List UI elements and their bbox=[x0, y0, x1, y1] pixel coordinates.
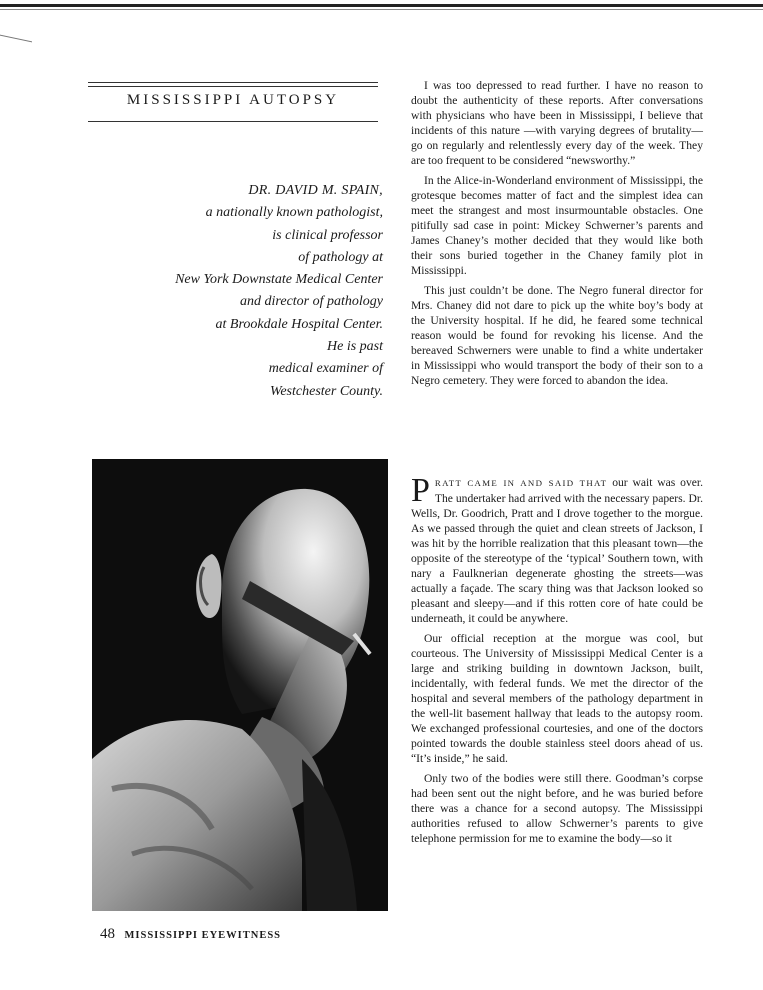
section-opening-paragraph bbox=[411, 472, 704, 626]
page-footer bbox=[100, 926, 281, 943]
bio-line: and director of pathology bbox=[240, 294, 383, 310]
bio-line: at Brookdale Hospital Center. bbox=[215, 316, 383, 332]
body-column-right bbox=[411, 472, 704, 851]
author-name: DR. DAVID M. SPAIN, bbox=[248, 183, 383, 198]
title-inner-rule bbox=[88, 86, 378, 87]
bio-line: of pathology at bbox=[298, 249, 383, 265]
bio-line: He is past bbox=[327, 339, 383, 355]
paragraph: In the Alice-in-Wonderland environment of Mississippi, the grotesque becomes matter of fact and the simplest idea can meet the strangest and most insurmountable obstacles. One pitifully sad case in point: Mickey Schwerner’s parents and James Chaney’s mother decided that they would like both their sons buried together in the Chaney family plot in Mississippi. bbox=[411, 174, 703, 277]
page-top-rule bbox=[0, 4, 763, 7]
title-box bbox=[88, 82, 378, 122]
paragraph-text: our wait was over. The undertaker had arrived with the necessary papers. Dr. Wells, Dr. Goodrich, Pratt and I drove together to the morgue. As we passed through the quiet and clean streets of Jackson, I was hit by the horrible realization that this pleasant town—the opposite of the stereotype of the ‘typical’ Southern town, with nary a Faulknerian degenerate ghosting the streets—was actually a façade. The scary thing was that Jackson looked so pleasant and sleepy—and if this rotten core of hate could be underneath, it could be anywhere. bbox=[411, 476, 704, 625]
page-top-thin-rule bbox=[0, 9, 763, 10]
small-caps-lead: RATT CAME IN AND SAID THAT bbox=[434, 478, 608, 488]
portrait-illustration bbox=[92, 459, 388, 911]
author-bio bbox=[96, 180, 383, 403]
body-column-left bbox=[411, 78, 703, 393]
paragraph: Only two of the bodies were still there. Goodman’s corpse had been sent out the night before, and he was buried before there was a chance for a second autopsy. The Mississippi authorities refused to allow Schwerner’s parents to give telephone permission for me to examine the body—so it bbox=[411, 772, 703, 845]
bio-line: medical examiner of bbox=[268, 361, 383, 377]
author-portrait-photo bbox=[92, 459, 388, 911]
page-number: 48 bbox=[100, 926, 115, 942]
article-title: MISSISSIPPI AUTOPSY bbox=[126, 92, 340, 108]
scan-mark bbox=[0, 35, 32, 55]
magazine-name: MISSISSIPPI EYEWITNESS bbox=[124, 930, 282, 941]
paragraph: This just couldn’t be done. The Negro funeral director for Mrs. Chaney did not dare to pick up the white boy’s body at the University hospital. If he did, he feared some technical reason would be found for revoking his license. And the bereaved Schwerners were unable to find a white undertaker in Mississippi who would transport the body of their son to a Negro cemetery. They were forced to abandon the idea. bbox=[411, 284, 703, 387]
drop-cap: P bbox=[411, 472, 430, 509]
paragraph: Our official reception at the morgue was cool, but courteous. The University of Mississippi Medical Center is a large and striking building in downtown Jackson, built, incidentally, with federal funds. We met the director of the hospital and several members of the pathology department in the well-lit basement hallway that leads to the autopsy room. We exchanged professional courtesies, and one of the doctors pointed towards the double stainless steel doors ahead of us. “It’s inside,” he said. bbox=[411, 632, 703, 765]
bio-line: Westchester County. bbox=[269, 383, 383, 399]
bio-line: is clinical professor bbox=[272, 227, 383, 243]
paragraph: I was too depressed to read further. I have no reason to doubt the authenticity of these reports. After conversations with physicians who have been in Mississippi, I believe that incidents of this nature —with varying degrees of brutality—go on regularly and relentlessly every day of the week. They are too frequent to be considered “newsworthy.” bbox=[411, 79, 703, 167]
bio-line: New York Downstate Medical Center bbox=[175, 272, 383, 288]
bio-line: a nationally known pathologist, bbox=[205, 205, 383, 221]
